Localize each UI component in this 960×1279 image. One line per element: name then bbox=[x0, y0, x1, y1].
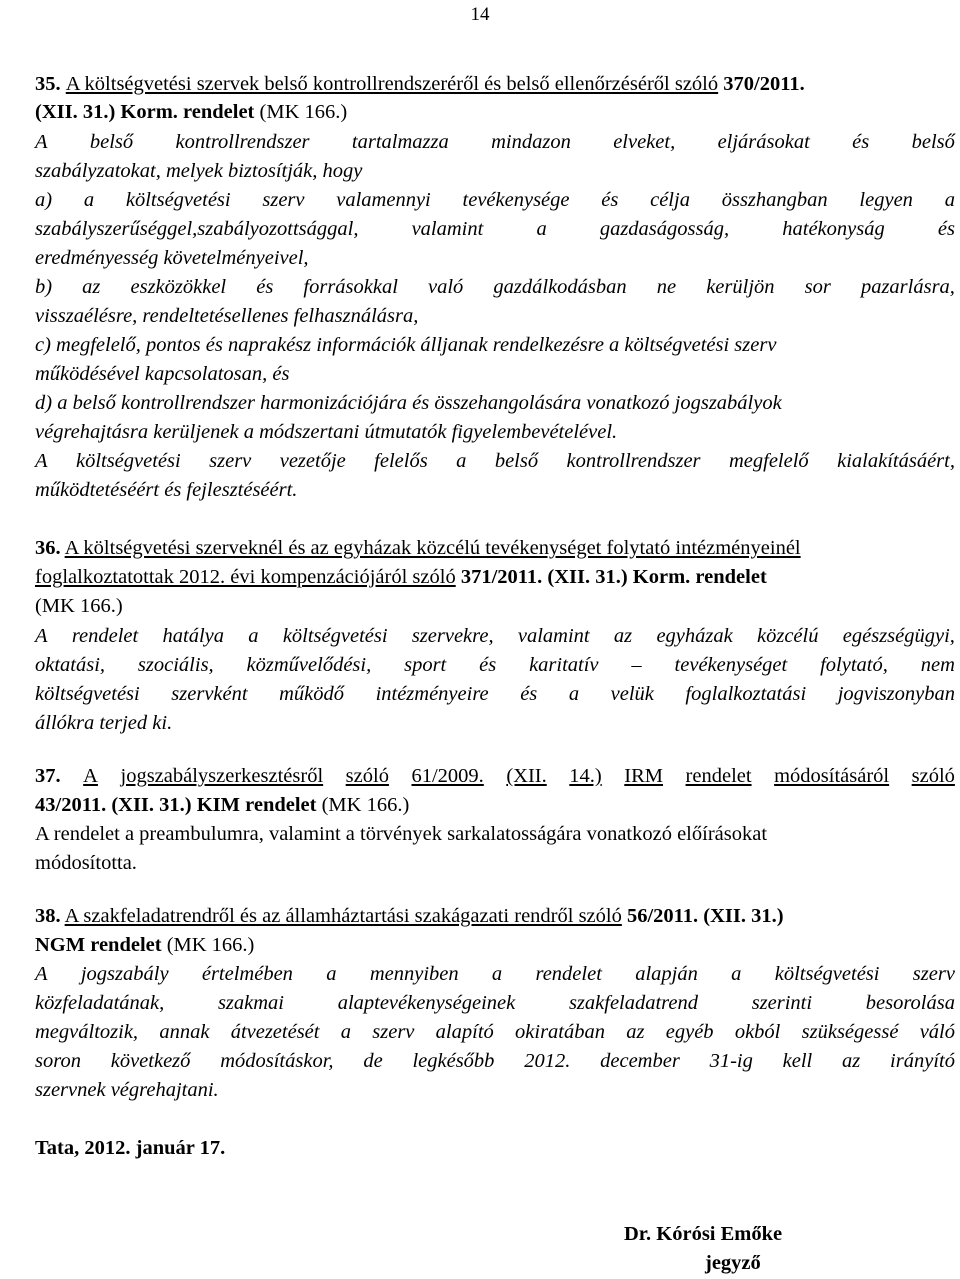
word: egyházak bbox=[656, 625, 733, 647]
s35-title: A költségvetési szervek belső kontrollrendszeréről és belső ellenőrzéséről szóló bbox=[65, 73, 719, 95]
s35-line-8 bbox=[35, 273, 955, 301]
word: a bbox=[83, 189, 95, 211]
word: szerv bbox=[372, 1021, 415, 1043]
word: módosításkor, bbox=[220, 1050, 334, 1072]
word: szükségessé bbox=[801, 1021, 899, 1043]
page-number: 14 bbox=[470, 4, 490, 25]
word: kerüljön bbox=[706, 276, 775, 298]
word: a bbox=[536, 218, 547, 240]
s36-gazette-ref: (MK 166.) bbox=[35, 595, 123, 617]
word: közfeladatának, bbox=[35, 992, 165, 1014]
s38-number: 38. bbox=[35, 905, 61, 927]
s35-line-5 bbox=[35, 186, 955, 214]
s36-ref-decree: 371/2011. (XII. 31.) Korm. rendelet bbox=[460, 566, 767, 588]
word: a bbox=[568, 683, 580, 705]
word: a bbox=[456, 450, 467, 472]
s38-line-6 bbox=[35, 1047, 955, 1075]
s35-line-9: visszaélésre, rendeltetésellenes felhasználásra, bbox=[35, 305, 419, 327]
word: az bbox=[82, 276, 101, 298]
word: értelmében bbox=[201, 963, 293, 985]
word: valamint bbox=[517, 625, 590, 647]
s36-heading-line-2 bbox=[35, 563, 955, 591]
word: okból bbox=[734, 1021, 781, 1043]
word: sport bbox=[404, 654, 447, 676]
word: velük bbox=[610, 683, 654, 705]
word: összhangban bbox=[721, 189, 828, 211]
word: – bbox=[631, 654, 642, 676]
word: belső bbox=[89, 131, 134, 153]
s35-line-4: szabályzatokat, melyek biztosítják, hogy bbox=[35, 160, 363, 182]
word: közcélú bbox=[757, 625, 819, 647]
word: hatékonyság bbox=[782, 218, 885, 240]
word: forrásokkal bbox=[303, 276, 398, 298]
word: tartalmazza bbox=[351, 131, 449, 153]
word: tevékenysége bbox=[462, 189, 570, 211]
word: nem bbox=[920, 654, 955, 676]
word: alapján bbox=[635, 963, 698, 985]
word: legkésőbb bbox=[412, 1050, 495, 1072]
s36-line-7: állókra terjed ki. bbox=[35, 712, 173, 734]
s38-line-7: szervnek végrehajtani. bbox=[35, 1079, 219, 1101]
word: rendelet bbox=[535, 963, 602, 985]
word: és bbox=[937, 218, 955, 240]
word: eszközökkel bbox=[130, 276, 227, 298]
word: szervekre, bbox=[411, 625, 494, 647]
word: A bbox=[35, 625, 48, 647]
word: A bbox=[35, 963, 48, 985]
word: kialakításáért, bbox=[837, 450, 955, 472]
word: soron bbox=[35, 1050, 81, 1072]
word: költségvetési bbox=[774, 963, 880, 985]
word: a bbox=[731, 963, 742, 985]
s38-line-4 bbox=[35, 989, 955, 1017]
s35-line-11: működésével kapcsolatosan, és bbox=[35, 363, 290, 385]
word: szervként bbox=[171, 683, 248, 705]
s35-ref-decree: (XII. 31.) Korm. rendelet bbox=[35, 101, 255, 123]
word: költségvetési bbox=[75, 450, 181, 472]
word: szerv bbox=[912, 963, 955, 985]
word: valamint bbox=[411, 218, 484, 240]
word: és bbox=[852, 131, 870, 153]
s35-line-14 bbox=[35, 447, 955, 475]
word: rendelet bbox=[71, 625, 139, 647]
word: alapító bbox=[435, 1021, 494, 1043]
word: megfelelő bbox=[728, 450, 809, 472]
word: felelős bbox=[374, 450, 428, 472]
s38-ref-number: 56/2011. (XII. 31.) bbox=[626, 905, 784, 927]
word: megváltozik, bbox=[35, 1021, 139, 1043]
word: irányító bbox=[890, 1050, 955, 1072]
signer-name: Dr. Kórósi Emőke bbox=[624, 1223, 783, 1245]
word: szerinti bbox=[751, 992, 813, 1014]
word: okiratában bbox=[515, 1021, 605, 1043]
word: a) bbox=[35, 189, 53, 211]
word: legyen bbox=[859, 189, 913, 211]
word: és bbox=[601, 189, 619, 211]
word: elveket, bbox=[613, 131, 676, 153]
word: és bbox=[479, 654, 497, 676]
word: vezetője bbox=[279, 450, 346, 472]
word: szabályszerűséggel,szabályozottsággal, bbox=[35, 218, 359, 240]
s37-line-4: módosította. bbox=[35, 852, 137, 874]
s38-line-5 bbox=[35, 1018, 955, 1046]
s38-line-3 bbox=[35, 960, 955, 988]
word: intézményeire bbox=[375, 683, 489, 705]
word: december bbox=[600, 1050, 680, 1072]
word: sor bbox=[804, 276, 831, 298]
s35-ref-number: 370/2011. bbox=[723, 73, 805, 95]
word: a bbox=[326, 963, 337, 985]
word: a bbox=[340, 1021, 351, 1043]
word: váló bbox=[919, 1021, 955, 1043]
word: költségvetési bbox=[282, 625, 388, 647]
s35-line-6 bbox=[35, 215, 955, 243]
s35-line-12: d) a belső kontrollrendszer harmonizációjára és összehangolására vonatkozó jogszabályok bbox=[35, 392, 782, 414]
word: A bbox=[35, 450, 48, 472]
word: szerv bbox=[209, 450, 252, 472]
word: szociális, bbox=[137, 654, 214, 676]
word: belső bbox=[494, 450, 539, 472]
word: A bbox=[35, 131, 48, 153]
s36-line-5 bbox=[35, 651, 955, 679]
word: mennyiben bbox=[369, 963, 459, 985]
word: pazarlásra, bbox=[860, 276, 955, 298]
s36-line-6 bbox=[35, 680, 955, 708]
s36-line-4 bbox=[35, 622, 955, 650]
word: szakfeladatrend bbox=[568, 992, 698, 1014]
word: a bbox=[944, 189, 955, 211]
word: szakmai bbox=[217, 992, 284, 1014]
s37-heading-line-1: 37. A jogszabályszerkesztésről szóló 61/2009. (XII. 14.) IRM rendelet módosításáról szóló bbox=[35, 762, 955, 790]
word: annak bbox=[159, 1021, 210, 1043]
word: besorolása bbox=[865, 992, 955, 1014]
word: való bbox=[428, 276, 464, 298]
s35-heading-line-2 bbox=[35, 98, 955, 126]
word: jogszabály bbox=[80, 963, 169, 985]
word: költségvetési bbox=[35, 683, 140, 705]
s35-line-13: végrehajtásra kerüljenek a módszertani útmutatók figyelembevételével. bbox=[35, 421, 618, 443]
s38-ref-decree: NGM rendelet bbox=[35, 934, 162, 956]
word: oktatási, bbox=[35, 654, 106, 676]
word: de bbox=[363, 1050, 383, 1072]
word: gazdálkodásban bbox=[493, 276, 627, 298]
s38-heading-line-2 bbox=[35, 931, 955, 959]
word: jogviszonyban bbox=[837, 683, 955, 705]
word: átvezetését bbox=[230, 1021, 320, 1043]
word: belső bbox=[911, 131, 955, 153]
word: és bbox=[256, 276, 274, 298]
word: működő bbox=[279, 683, 345, 705]
s36-number: 36. bbox=[35, 537, 61, 559]
word: a bbox=[491, 963, 503, 985]
s35-gazette-ref: (MK 166.) bbox=[259, 101, 348, 123]
word: kontrollrendszer bbox=[175, 131, 310, 153]
s38-heading-line-1 bbox=[35, 902, 955, 930]
s37-ref-decree: 43/2011. (XII. 31.) KIM rendelet bbox=[35, 794, 317, 816]
word: a bbox=[248, 625, 259, 647]
word: közművelődési, bbox=[246, 654, 372, 676]
s36-heading-line-1 bbox=[35, 534, 955, 562]
s35-line-10: c) megfelelő, pontos és naprakész információk álljanak rendelkezésre a költségvetési szerv bbox=[35, 334, 777, 356]
word: az bbox=[842, 1050, 861, 1072]
word: b) bbox=[35, 276, 53, 298]
word: mindazon bbox=[491, 131, 571, 153]
s35-heading-line-1 bbox=[35, 70, 955, 98]
s37-heading-line-2 bbox=[35, 791, 955, 819]
word: folytató, bbox=[820, 654, 888, 676]
s38-gazette-ref: (MK 166.) bbox=[166, 934, 255, 956]
word: 2012. bbox=[524, 1050, 571, 1072]
s37-line-3: A rendelet a preambulumra, valamint a törvények sarkalatosságára vonatkozó előírásokat bbox=[35, 823, 768, 845]
word: eljárásokat bbox=[717, 131, 810, 153]
word: kontrollrendszer bbox=[566, 450, 701, 472]
word: tevékenységet bbox=[674, 654, 788, 676]
signer-title: jegyző bbox=[705, 1252, 761, 1274]
s38-title: A szakfeladatrendről és az államháztartási szakágazati rendről szóló bbox=[64, 905, 622, 927]
s37-number: 37. bbox=[35, 765, 61, 787]
s35-line-15: működtetéséért és fejlesztéséért. bbox=[35, 479, 298, 501]
word: célja bbox=[650, 189, 690, 211]
s36-title-part-1: A költségvetési szerveknél és az egyházak közcélú tevékenységet folytató intézményeinél bbox=[64, 537, 801, 559]
word: az bbox=[626, 1021, 645, 1043]
s35-number: 35. bbox=[35, 73, 61, 95]
word: karitatív bbox=[529, 654, 599, 676]
word: és bbox=[520, 683, 538, 705]
word: alaptevékenységeinek bbox=[337, 992, 516, 1014]
s36-title-part-2: foglalkoztatottak 2012. évi kompenzációjáról szóló bbox=[35, 566, 456, 588]
word: foglalkoztatási bbox=[685, 683, 807, 705]
word: szerv bbox=[262, 189, 305, 211]
word: kell bbox=[782, 1050, 813, 1072]
s35-line-7: eredményesség követelményeivel, bbox=[35, 247, 309, 269]
word: 31-ig bbox=[709, 1050, 753, 1072]
s35-line-3 bbox=[35, 128, 955, 156]
word: egyéb bbox=[665, 1021, 714, 1043]
word: egészségügyi, bbox=[842, 625, 955, 647]
s37-gazette-ref: (MK 166.) bbox=[321, 794, 410, 816]
word: valamennyi bbox=[336, 189, 431, 211]
word: költségvetési bbox=[125, 189, 231, 211]
word: ne bbox=[656, 276, 677, 298]
word: az bbox=[613, 625, 633, 647]
place-date: Tata, 2012. január 17. bbox=[35, 1137, 226, 1159]
word: gazdaságosság, bbox=[599, 218, 730, 240]
word: hatálya bbox=[162, 625, 224, 647]
word: következő bbox=[110, 1050, 191, 1072]
